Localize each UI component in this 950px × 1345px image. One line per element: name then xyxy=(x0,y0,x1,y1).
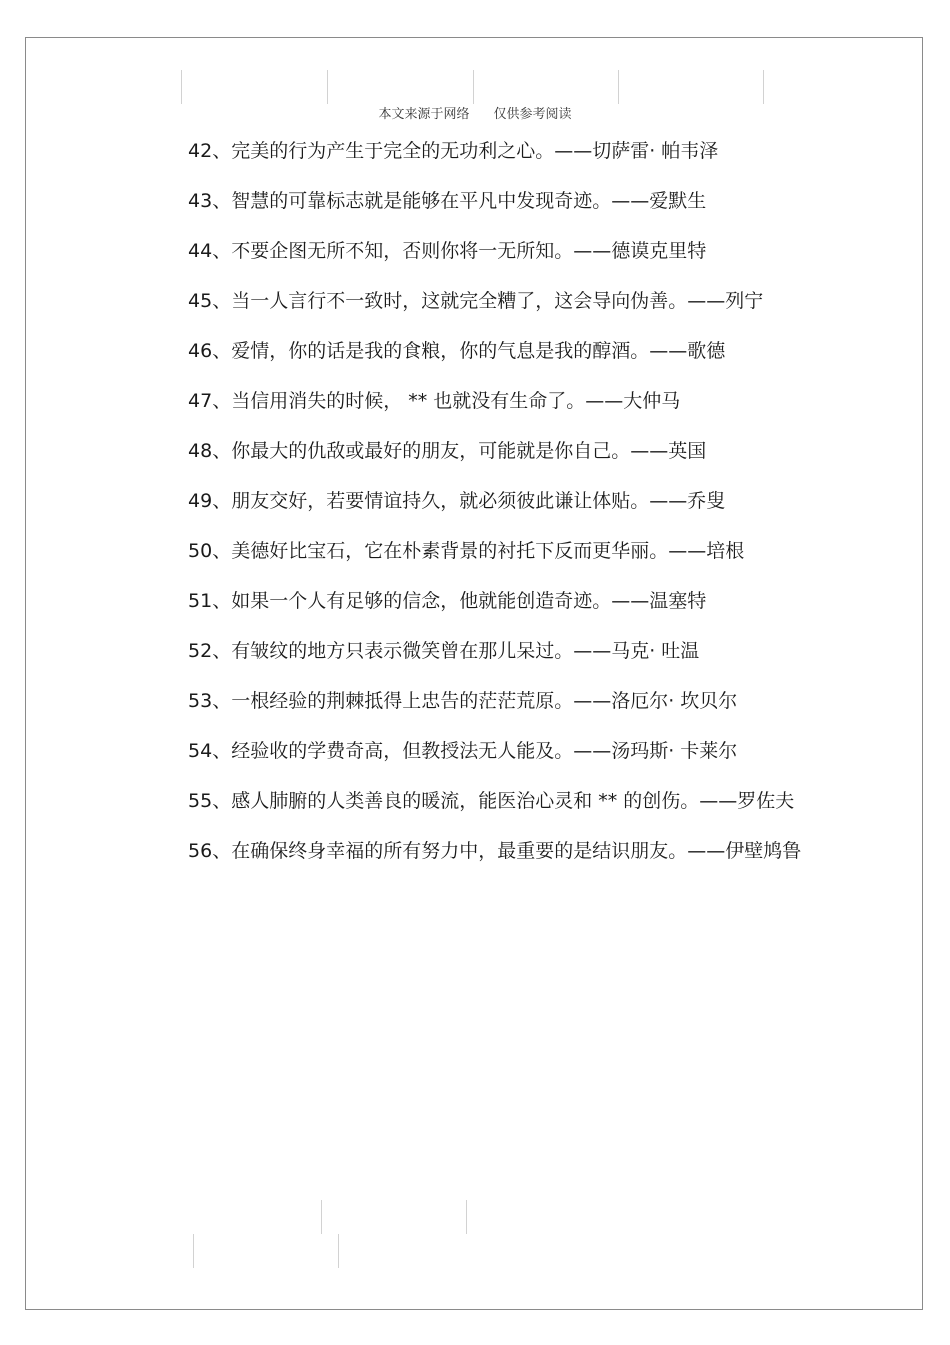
top-divider-line xyxy=(763,70,764,104)
quote-number: 46 xyxy=(188,340,213,362)
top-divider-line xyxy=(473,70,474,104)
quote-number: 51 xyxy=(188,590,213,612)
quote-text: 、美德好比宝石，它在朴素背景的衬托下反而更华丽。——培根 xyxy=(212,540,745,562)
quote-number: 52 xyxy=(188,640,213,662)
quote-number: 55 xyxy=(188,790,213,812)
quote-item xyxy=(143,576,803,626)
quote-text: 、当一人言行不一致时，这就完全糟了，这会导向伪善。——列宁 xyxy=(212,290,764,312)
quote-item xyxy=(143,276,803,326)
bottom-divider-line xyxy=(193,1234,194,1268)
top-divider-line xyxy=(327,70,328,104)
quote-item xyxy=(143,426,803,476)
top-divider-line xyxy=(181,70,182,104)
bottom-divider-line xyxy=(466,1200,467,1234)
quote-text: 、感人肺腑的人类善良的暖流，能医治心灵和 ** 的创伤。——罗佐夫 xyxy=(212,790,795,812)
quote-number: 45 xyxy=(188,290,213,312)
quote-list xyxy=(143,126,803,876)
page-header xyxy=(0,103,950,122)
quote-number: 42 xyxy=(188,140,213,162)
bottom-divider-line xyxy=(321,1200,322,1234)
quote-item xyxy=(143,726,803,776)
quote-text: 、你最大的仇敌或最好的朋友，可能就是你自己。——英国 xyxy=(212,440,707,462)
quote-text: 、智慧的可靠标志就是能够在平凡中发现奇迹。——爱默生 xyxy=(212,190,707,212)
bottom-divider-line xyxy=(338,1234,339,1268)
quote-text: 、当信用消失的时候， ** 也就没有生命了。——大仲马 xyxy=(212,390,681,412)
quote-number: 53 xyxy=(188,690,213,712)
header-source-text: 本文来源于网络 xyxy=(378,107,470,122)
header-reference-text: 仅供参考阅读 xyxy=(493,107,572,122)
quote-item xyxy=(143,376,803,426)
quote-number: 50 xyxy=(188,540,213,562)
quote-number: 48 xyxy=(188,440,213,462)
quote-text: 、在确保终身幸福的所有努力中，最重要的是结识朋友。——伊壁鸠鲁 xyxy=(212,840,802,862)
top-divider-line xyxy=(618,70,619,104)
quote-text: 、有皱纹的地方只表示微笑曾在那儿呆过。——马克· 吐温 xyxy=(212,640,700,662)
quote-item xyxy=(143,126,803,176)
quote-item xyxy=(143,676,803,726)
quote-number: 47 xyxy=(188,390,213,412)
quote-number: 49 xyxy=(188,490,213,512)
quote-text: 、朋友交好，若要情谊持久，就必须彼此谦让体贴。——乔叟 xyxy=(212,490,726,512)
quote-text: 、爱情，你的话是我的食粮，你的气息是我的醇酒。——歌德 xyxy=(212,340,726,362)
quote-number: 44 xyxy=(188,240,213,262)
quote-item xyxy=(143,826,803,876)
quote-item xyxy=(143,476,803,526)
quote-number: 43 xyxy=(188,190,213,212)
quote-text: 、一根经验的荆棘抵得上忠告的茫茫荒原。——洛厄尔· 坎贝尔 xyxy=(212,690,738,712)
quote-text: 、如果一个人有足够的信念，他就能创造奇迹。——温塞特 xyxy=(212,590,707,612)
quote-item xyxy=(143,326,803,376)
quote-number: 54 xyxy=(188,740,213,762)
quote-text: 、不要企图无所不知，否则你将一无所知。——德谟克里特 xyxy=(212,240,707,262)
quote-item xyxy=(143,226,803,276)
quote-item xyxy=(143,526,803,576)
quote-number: 56 xyxy=(188,840,213,862)
quote-item xyxy=(143,776,803,826)
quote-item xyxy=(143,626,803,676)
quote-text: 、完美的行为产生于完全的无功利之心。——切萨雷· 帕韦泽 xyxy=(212,140,719,162)
quote-item xyxy=(143,176,803,226)
quote-text: 、经验收的学费奇高，但教授法无人能及。——汤玛斯· 卡莱尔 xyxy=(212,740,738,762)
